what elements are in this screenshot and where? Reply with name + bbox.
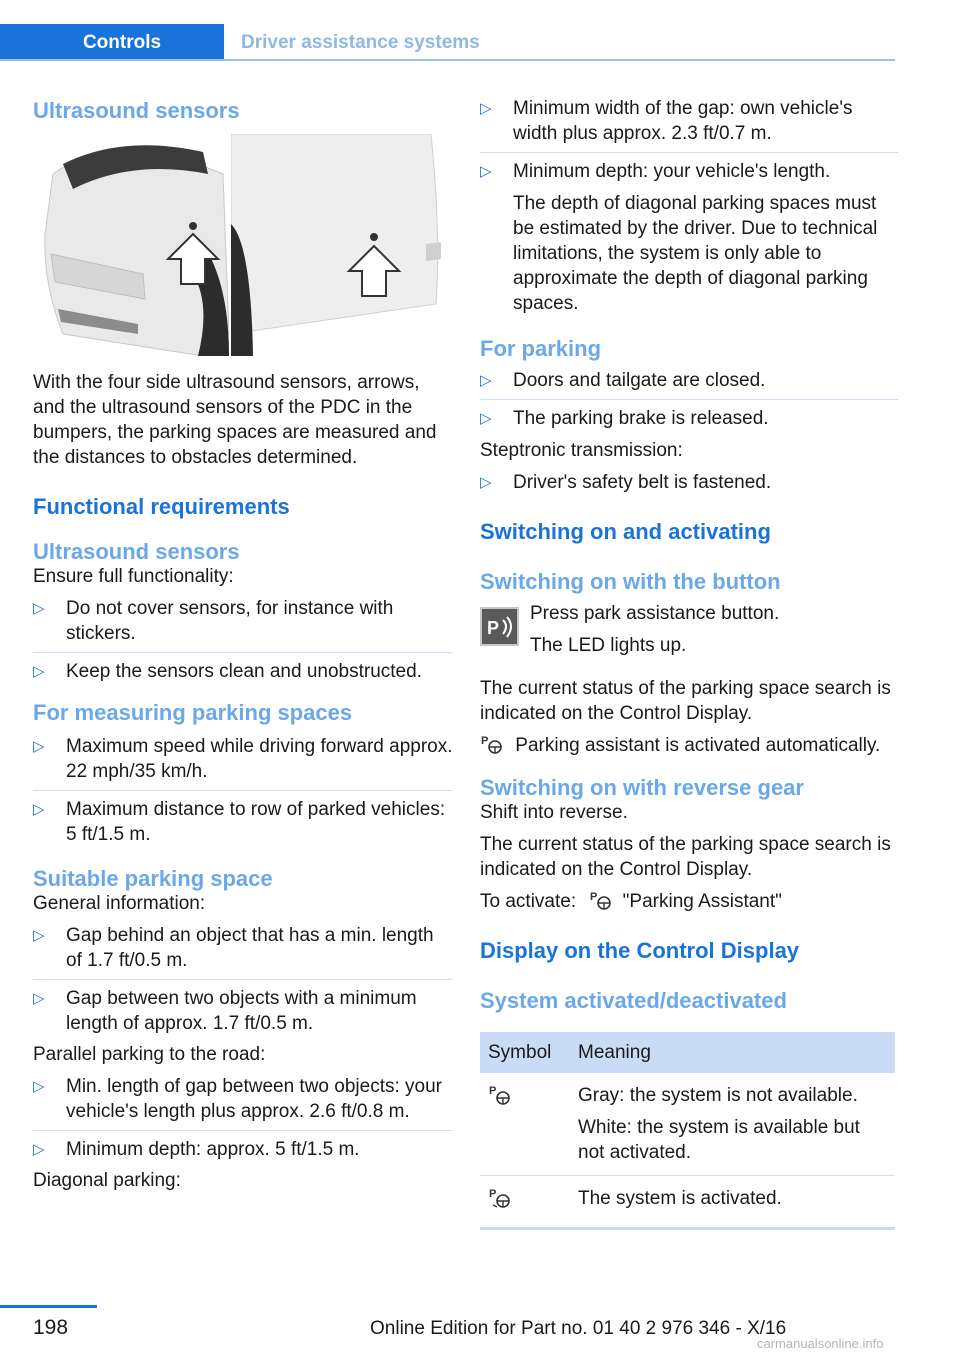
press-button-text: Press park assistance button. [530,603,780,624]
parking-assistant-active-icon [488,1186,514,1210]
list-item: ▷ Do not cover sensors, for instance with stickers. [33,596,453,653]
list-item: ▷ Minimum depth: your vehicle's length. The depth of diagonal parking spaces must be estimated by the driver. Due to technical limitations, the system is only able to approximate the depth of diagonal parking spaces. [480,159,898,316]
svg-text:P: P [590,891,598,903]
list-item: ▷ Driver's safety belt is fastened. [480,472,772,493]
list-item: ▷ The parking brake is released. [480,408,769,429]
heading-switching-on: Switching on and activating [480,519,771,544]
column-header-symbol: Symbol [480,1032,570,1073]
shift-text: Shift into reverse. [480,802,628,823]
heading-reverse-gear: Switching on with reverse gear [480,775,804,800]
status-text-2: The current status of the parking space search is indicated on the Control Display. [480,834,891,880]
triangle-bullet-icon: ▷ [33,1141,45,1158]
park-assistance-button-icon [480,607,519,646]
page-number: 198 [33,1316,69,1339]
triangle-bullet-icon: ▷ [480,100,492,117]
diagonal-parking-label: Diagonal parking: [33,1170,181,1191]
triangle-bullet-icon: ▷ [33,1078,45,1095]
symbol-cell [480,1073,570,1176]
heading-control-display: Display on the Control Display [480,938,800,963]
footer-rule [0,1305,97,1308]
left-column [33,96,453,1193]
list-item: ▷ Gap behind an object that has a min. length of 1.7 ft/0.5 m. [33,923,453,980]
heading-ultrasound-sensors: Ultrasound sensors [33,98,240,123]
heading-switching-button: Switching on with the button [480,569,781,594]
list-item: ▷ Maximum distance to row of parked vehicles: 5 ft/1.5 m. [33,799,446,845]
diagonal-note: The depth of diagonal parking spaces must be estimated by the driver. Due to technical limitations, the system is only able to approximate the depth of diagonal parking spaces. [513,193,878,314]
heading-ultrasound-sensors-2: Ultrasound sensors [33,539,240,564]
triangle-bullet-icon: ▷ [33,927,45,944]
triangle-bullet-icon: ▷ [33,600,45,617]
header-divider [0,59,895,61]
general-information: General information: [33,893,206,914]
status-text: The current status of the parking space search is indicated on the Control Display. [480,678,891,724]
symbol-cell [480,1176,570,1229]
meaning-cell: The system is activated. [570,1176,895,1229]
svg-text:P: P [489,1188,497,1200]
heading-system-activated: System activated/deactivated [480,988,787,1013]
heading-suitable-parking-space: Suitable parking space [33,866,273,891]
svg-text:P: P [486,617,499,638]
svg-text:P: P [489,1085,497,1097]
list-item: ▷ Maximum speed while driving forward approx. 22 mph/35 km/h. [33,734,453,791]
table-row [480,1073,895,1176]
tab-driver-assistance[interactable]: Driver assistance systems [241,31,480,53]
auto-activate-text: P Parking assistant is activated automatically. [481,735,881,756]
triangle-bullet-icon: ▷ [33,990,45,1007]
list-item: ▷ Minimum width of the gap: own vehicle's width plus approx. 2.3 ft/0.7 m. [480,96,898,153]
list-item: ▷ Doors and tailgate are closed. [480,368,898,400]
table-header-row [480,1032,895,1073]
intro-paragraph: With the four side ultrasound sensors, arrows, and the ultrasound sensors of the PDC in the bumpers, the parking spaces are measured and the distances to obstacles determined. [33,372,437,468]
parallel-parking-label: Parallel parking to the road: [33,1044,266,1065]
page-header [0,0,895,60]
triangle-bullet-icon: ▷ [480,410,492,427]
watermark-text: carmanualsonline.info [757,1336,884,1351]
front-bumper-image [33,134,229,356]
triangle-bullet-icon: ▷ [480,372,492,389]
activate-text: To activate: P "Parking Assistant" [480,891,782,912]
ensure-text: Ensure full functionality: [33,566,234,587]
table-row [480,1176,895,1229]
column-header-meaning: Meaning [570,1032,895,1073]
heading-functional-requirements: Functional requirements [33,494,290,519]
list-item: ▷ Minimum depth: approx. 5 ft/1.5 m. [33,1139,360,1160]
heading-for-parking: For parking [480,336,602,361]
button-instruction [480,601,898,658]
steptronic-label: Steptronic transmission: [480,440,683,461]
edition-text: Online Edition for Part no. 01 40 2 976 346 - X/16 [370,1318,787,1339]
list-item: ▷ Keep the sensors clean and unobstructed. [33,661,422,682]
triangle-bullet-icon: ▷ [480,163,492,180]
led-text: The LED lights up. [530,635,687,656]
heading-measuring-parking-spaces: For measuring parking spaces [33,700,353,725]
meaning-cell: Gray: the system is not available. White: the system is available but not activated. [570,1073,895,1176]
tab-controls[interactable]: Controls [0,24,224,61]
parking-assistant-inactive-icon [488,1083,514,1107]
triangle-bullet-icon: ▷ [33,663,45,680]
svg-text:P: P [481,735,489,747]
triangle-bullet-icon: ▷ [33,801,45,818]
rear-bumper-image [231,134,441,356]
parking-assistant-icon [480,733,504,755]
triangle-bullet-icon: ▷ [480,474,492,491]
list-item: ▷ Gap between two objects with a minimum length of approx. 1.7 ft/0.5 m. [33,988,417,1034]
list-item: ▷ Min. length of gap between two objects: your vehicle's length plus approx. 2.6 ft/0.8 m. [33,1074,453,1131]
sensor-figure [33,134,447,356]
parking-assistant-icon [589,889,613,911]
symbol-table [480,1032,895,1230]
triangle-bullet-icon: ▷ [33,738,45,755]
right-column [480,96,898,1230]
